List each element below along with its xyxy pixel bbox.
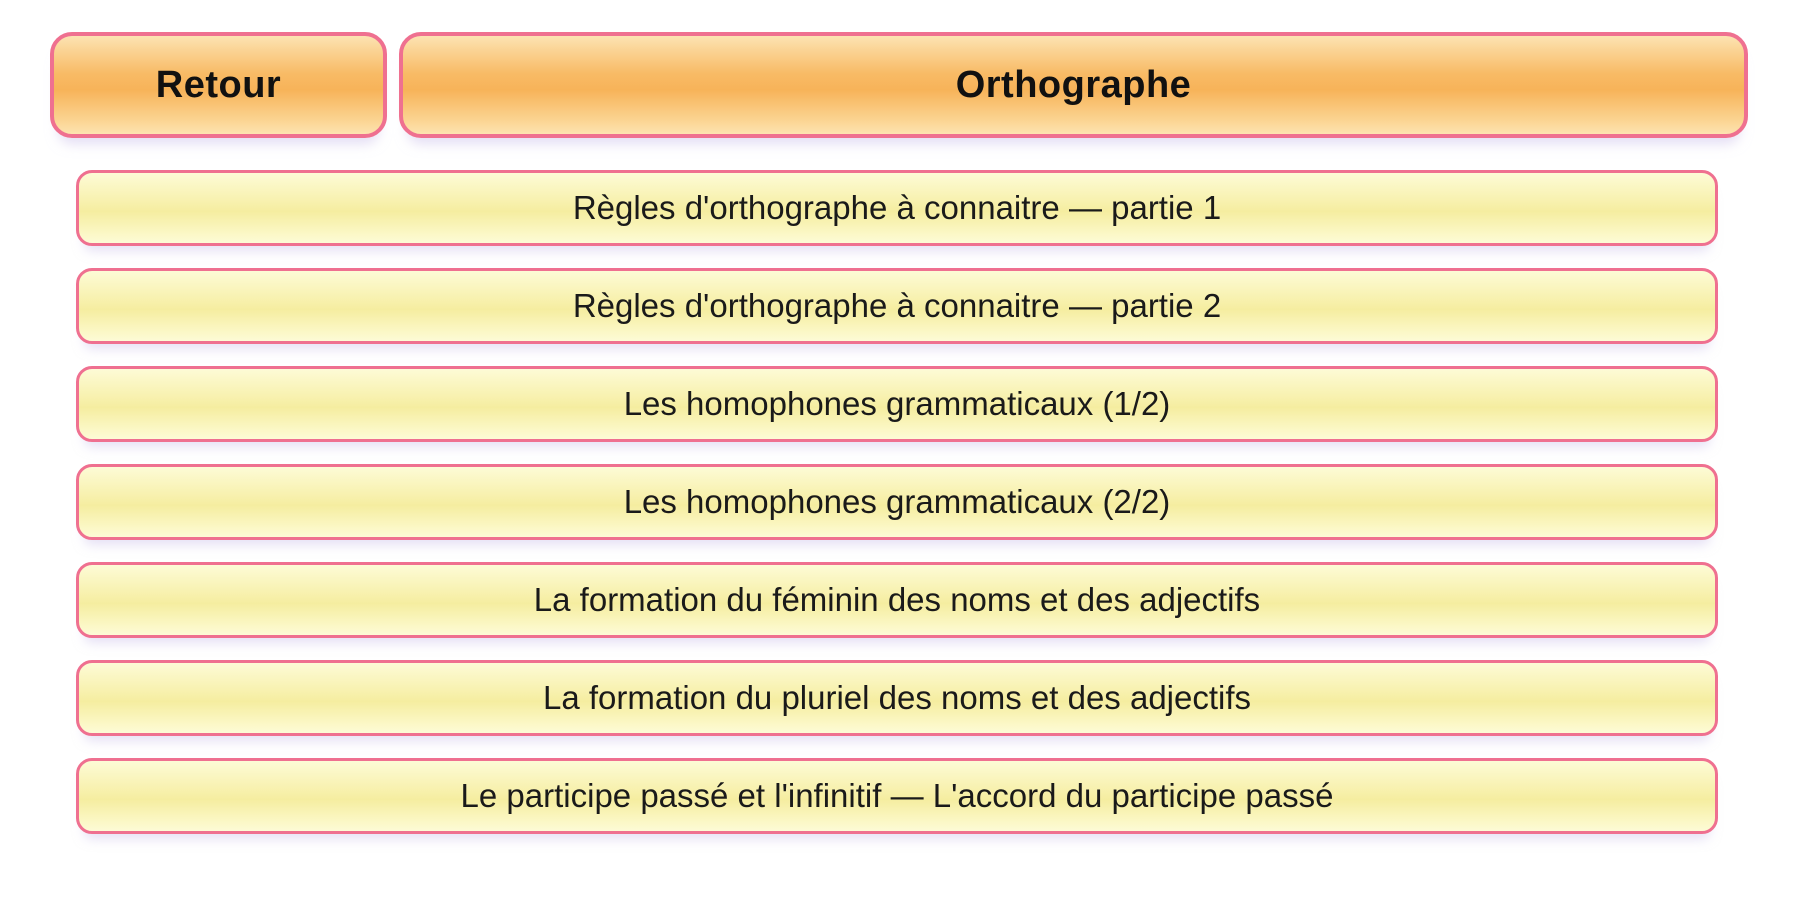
menu-item-label: Règles d'orthographe à connaitre — partie 1 [572, 189, 1222, 226]
menu-item-label: Les homophones grammaticaux (1/2) [623, 385, 1171, 422]
menu-item-regles-partie-1[interactable] [76, 170, 1718, 246]
menu-item-label: La formation du féminin des noms et des adjectifs [533, 581, 1261, 618]
header-bar [0, 0, 1800, 138]
menu-item-formation-pluriel[interactable] [76, 660, 1718, 736]
menu-item-regles-partie-2[interactable] [76, 268, 1718, 344]
menu-item-label: Les homophones grammaticaux (2/2) [623, 483, 1171, 520]
menu-item-homophones-2[interactable] [76, 464, 1718, 540]
menu-item-homophones-1[interactable] [76, 366, 1718, 442]
menu-item-label: La formation du pluriel des noms et des adjectifs [542, 679, 1252, 716]
back-button-label: Retour [155, 63, 282, 106]
page-title: Orthographe [955, 63, 1192, 106]
page-title-bar [399, 32, 1748, 138]
back-button[interactable] [50, 32, 387, 138]
menu-item-label: Le participe passé et l'infinitif — L'accord du participe passé [460, 777, 1334, 814]
menu-item-label: Règles d'orthographe à connaitre — partie 2 [572, 287, 1222, 324]
menu-item-formation-feminin[interactable] [76, 562, 1718, 638]
menu-item-participe-passe[interactable] [76, 758, 1718, 834]
lesson-list [0, 138, 1800, 834]
